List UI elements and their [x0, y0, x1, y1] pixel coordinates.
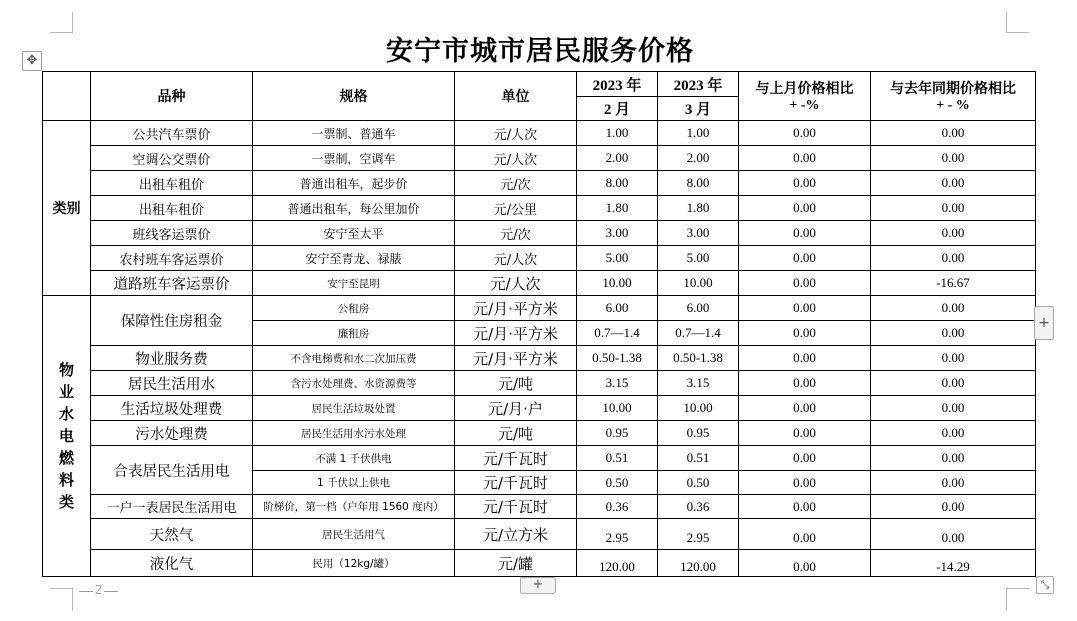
cell-mom: 0.00: [739, 421, 871, 446]
cell-mar: 3.00: [658, 221, 739, 246]
header-yoy-line2: + - %: [936, 98, 970, 113]
cell-unit: 元/立方米: [455, 519, 577, 550]
cell-mar: 0.51: [658, 446, 739, 471]
cell-item: 一户一表居民生活用电: [91, 495, 253, 519]
cell-spec: 安宁至太平: [253, 221, 455, 246]
cell-mar: 2.95: [658, 519, 739, 550]
table-row: [43, 446, 1036, 471]
cell-feb: 5.00: [577, 246, 658, 271]
plus-icon: +: [532, 577, 544, 592]
cell-mom: 0.00: [739, 321, 871, 346]
cell-spec: 民用（12kg/罐）: [253, 550, 455, 577]
header-unit: 单位: [455, 72, 577, 121]
cell-feb: 8.00: [577, 171, 658, 196]
cell-spec: 居民生活用气: [253, 519, 455, 550]
cell-feb: 0.51: [577, 446, 658, 471]
cell-feb: 0.50-1.38: [577, 346, 658, 371]
cell-spec: 安宁至昆明: [253, 271, 455, 296]
cell-yoy: -14.29: [871, 550, 1036, 577]
cell-mom: 0.00: [739, 346, 871, 371]
cell-yoy: 0.00: [871, 519, 1036, 550]
header-spec: 规格: [253, 72, 455, 121]
cell-unit: 元/次: [455, 221, 577, 246]
header-row: [43, 72, 1036, 97]
page-number-dash-right: [104, 591, 118, 592]
cell-mar: 120.00: [658, 550, 739, 577]
cell-mar: 0.36: [658, 495, 739, 519]
cell-yoy: 0.00: [871, 495, 1036, 519]
cell-feb: 10.00: [577, 396, 658, 421]
cell-unit: 元/罐: [455, 550, 577, 577]
cell-feb: 0.50: [577, 471, 658, 495]
cell-feb: 10.00: [577, 271, 658, 296]
header-year-feb: 2023 年: [577, 72, 658, 97]
header-mom-line1: 与上月价格相比: [755, 81, 854, 97]
cell-mom: 0.00: [739, 146, 871, 171]
header-item: 品种: [91, 72, 253, 121]
cell-mom: 0.00: [739, 396, 871, 421]
cell-item: 道路班车客运票价: [91, 271, 253, 296]
price-table: [42, 71, 1036, 577]
cell-yoy: 0.00: [871, 471, 1036, 495]
cell-mar: 6.00: [658, 296, 739, 321]
table-row: [43, 196, 1036, 221]
cell-spec: 公租房: [253, 296, 455, 321]
table-row: [43, 121, 1036, 146]
cell-spec: 阶梯价，第一档（户年用 1560 度内）: [253, 495, 455, 519]
cell-item: 液化气: [91, 550, 253, 577]
cell-yoy: 0.00: [871, 221, 1036, 246]
category-property-label: 物业水电燃料类: [58, 361, 74, 511]
header-year-mar: 2023 年: [658, 72, 739, 97]
add-column-button[interactable]: [1034, 306, 1054, 340]
header-month-mar: 3 月: [658, 97, 739, 121]
cell-unit: 元/千瓦时: [455, 471, 577, 495]
header-month-feb: 2 月: [577, 97, 658, 121]
table-row: [43, 550, 1036, 577]
table-row: [43, 221, 1036, 246]
cell-unit: 元/千瓦时: [455, 446, 577, 471]
cell-unit: 元/吨: [455, 371, 577, 396]
cell-spec: 不满 1 千伏供电: [253, 446, 455, 471]
cell-unit: 元/人次: [455, 121, 577, 146]
cell-yoy: 0.00: [871, 371, 1036, 396]
cell-unit: 元/人次: [455, 246, 577, 271]
cell-feb: 1.00: [577, 121, 658, 146]
cell-unit: 元/月·平方米: [455, 321, 577, 346]
cell-unit: 元/千瓦时: [455, 495, 577, 519]
cell-mom: 0.00: [739, 221, 871, 246]
cell-spec: 普通出租车，每公里加价: [253, 196, 455, 221]
cell-mom: 0.00: [739, 121, 871, 146]
add-row-button[interactable]: [520, 577, 556, 594]
cell-unit: 元/吨: [455, 421, 577, 446]
cell-item: 出租车租价: [91, 171, 253, 196]
document-title: 安宁市城市居民服务价格: [386, 36, 694, 67]
cell-yoy: 0.00: [871, 446, 1036, 471]
cell-item: 天然气: [91, 519, 253, 550]
cell-spec: 居民生活用水污水处理: [253, 421, 455, 446]
cell-mom: 0.00: [739, 246, 871, 271]
table-row: [43, 246, 1036, 271]
header-mom-line2: + -%: [789, 98, 820, 113]
cell-mar: 1.00: [658, 121, 739, 146]
cell-yoy: 0.00: [871, 246, 1036, 271]
cell-feb: 0.95: [577, 421, 658, 446]
cell-mar: 3.15: [658, 371, 739, 396]
cell-mar: 0.50-1.38: [658, 346, 739, 371]
crop-mark-bottom-right: [1006, 588, 1029, 611]
table-row: [43, 346, 1036, 371]
crop-mark-top-left: [50, 12, 73, 33]
cell-item: 公共汽车票价: [91, 121, 253, 146]
header-month-over-month: [739, 72, 871, 121]
page-number: [77, 582, 120, 600]
cell-mar: 1.80: [658, 196, 739, 221]
cell-yoy: 0.00: [871, 346, 1036, 371]
cell-spec: 居民生活垃圾处置: [253, 396, 455, 421]
table-row: [43, 146, 1036, 171]
cell-spec: 含污水处理费、水资源费等: [253, 371, 455, 396]
cell-item: 生活垃圾处理费: [91, 396, 253, 421]
cell-mar: 8.00: [658, 171, 739, 196]
table-move-handle[interactable]: [22, 51, 42, 71]
diagonal-resize-icon: ⤡: [1040, 578, 1050, 591]
four-way-arrow-icon: ✥: [26, 53, 38, 68]
cell-yoy: 0.00: [871, 171, 1036, 196]
cell-mom: 0.00: [739, 196, 871, 221]
cell-spec: 廉租房: [253, 321, 455, 346]
cell-feb: 2.95: [577, 519, 658, 550]
crop-mark-bottom-left: [50, 588, 73, 611]
cell-mar: 0.7—1.4: [658, 321, 739, 346]
page-number-dash-left: [79, 591, 93, 592]
cell-spec: 一票制，空调车: [253, 146, 455, 171]
cell-item: 污水处理费: [91, 421, 253, 446]
cell-yoy: 0.00: [871, 296, 1036, 321]
cell-spec: 1 千伏以上供电: [253, 471, 455, 495]
cell-yoy: 0.00: [871, 121, 1036, 146]
cell-item: 居民生活用水: [91, 371, 253, 396]
cell-mar: 10.00: [658, 396, 739, 421]
category-property-utilities: [43, 296, 91, 577]
cell-mom: 0.00: [739, 171, 871, 196]
cell-unit: 元/人次: [455, 271, 577, 296]
cell-mom: 0.00: [739, 495, 871, 519]
cell-unit: 元/月·平方米: [455, 346, 577, 371]
table-row: [43, 519, 1036, 550]
cell-mom: 0.00: [739, 271, 871, 296]
cell-spec: 不含电梯费和水二次加压费: [253, 346, 455, 371]
cell-mar: 5.00: [658, 246, 739, 271]
cell-item: 班线客运票价: [91, 221, 253, 246]
table-row: [43, 296, 1036, 321]
cell-item: 农村班车客运票价: [91, 246, 253, 271]
cell-item: 出租车租价: [91, 196, 253, 221]
cell-feb: 2.00: [577, 146, 658, 171]
category-transport: 类别: [43, 121, 91, 296]
cell-item: 合表居民生活用电: [91, 446, 253, 495]
cell-item: 空调公交票价: [91, 146, 253, 171]
cell-unit: 元/公里: [455, 196, 577, 221]
cell-mom: 0.00: [739, 446, 871, 471]
cell-feb: 1.80: [577, 196, 658, 221]
cell-unit: 元/次: [455, 171, 577, 196]
table-row: [43, 421, 1036, 446]
table-row: [43, 171, 1036, 196]
cell-mar: 2.00: [658, 146, 739, 171]
cell-mom: 0.00: [739, 371, 871, 396]
cell-unit: 元/月·户: [455, 396, 577, 421]
cell-spec: 一票制、普通车: [253, 121, 455, 146]
cell-item: 物业服务费: [91, 346, 253, 371]
cell-yoy: 0.00: [871, 421, 1036, 446]
table-row: [43, 371, 1036, 396]
table-row: [43, 495, 1036, 519]
cell-feb: 120.00: [577, 550, 658, 577]
header-category: [43, 72, 91, 121]
cell-yoy: 0.00: [871, 146, 1036, 171]
cell-mar: 0.50: [658, 471, 739, 495]
page-number-value: 2: [95, 583, 102, 598]
cell-spec: 普通出租车，起步价: [253, 171, 455, 196]
cell-feb: 0.7—1.4: [577, 321, 658, 346]
table-row: [43, 396, 1036, 421]
cell-mom: 0.00: [739, 296, 871, 321]
table-resize-handle[interactable]: [1036, 576, 1054, 594]
cell-yoy: 0.00: [871, 396, 1036, 421]
cell-spec: 安宁至青龙、禄脿: [253, 246, 455, 271]
cell-yoy: 0.00: [871, 321, 1036, 346]
cell-feb: 3.00: [577, 221, 658, 246]
header-yoy-line1: 与去年同期价格相比: [890, 81, 1016, 97]
cell-item: 保障性住房租金: [91, 296, 253, 346]
cell-feb: 0.36: [577, 495, 658, 519]
cell-mom: 0.00: [739, 471, 871, 495]
cell-mom: 0.00: [739, 519, 871, 550]
plus-icon: +: [1038, 315, 1050, 331]
crop-mark-top-right: [1006, 12, 1029, 33]
cell-feb: 3.15: [577, 371, 658, 396]
cell-yoy: 0.00: [871, 196, 1036, 221]
table-row: [43, 271, 1036, 296]
cell-mar: 0.95: [658, 421, 739, 446]
cell-yoy: -16.67: [871, 271, 1036, 296]
header-year-over-year: [871, 72, 1036, 121]
cell-feb: 6.00: [577, 296, 658, 321]
cell-unit: 元/月·平方米: [455, 296, 577, 321]
cell-mar: 10.00: [658, 271, 739, 296]
cell-unit: 元/人次: [455, 146, 577, 171]
cell-mom: 0.00: [739, 550, 871, 577]
